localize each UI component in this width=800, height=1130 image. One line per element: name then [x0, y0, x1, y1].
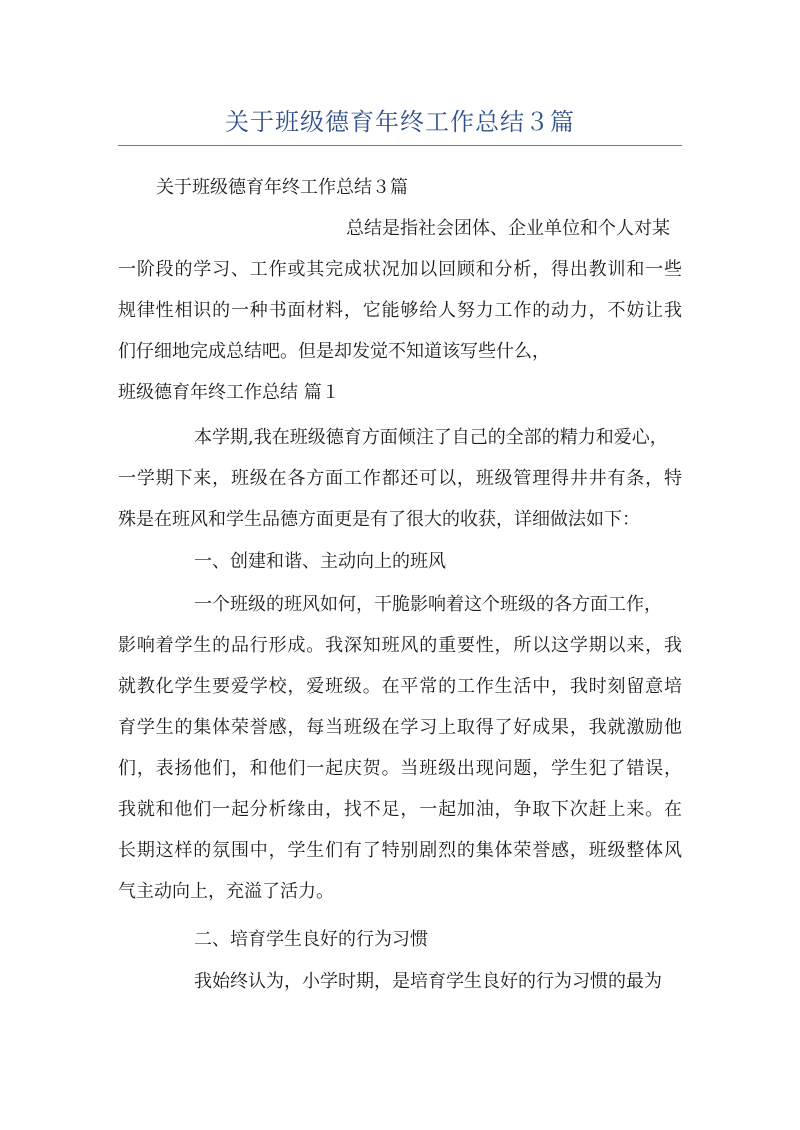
subsection-heading: 二、培育学生良好的行为习惯: [194, 929, 428, 950]
paragraph-line: 我始终认为，小学时期，是培育学生良好的行为习惯的最为: [194, 971, 662, 992]
subsection-heading: 一、创建和谐、主动向上的班风: [194, 551, 446, 572]
paragraph-line: 长期这样的氛围中，学生们有了特别剧烈的集体荣誉感，班级整体风: [118, 840, 682, 861]
paragraph-line: 一阶段的学习、工作或其完成状况加以回顾和分析，得出教训和一些: [118, 259, 682, 280]
paragraph-line: 育学生的集体荣誉感，每当班级在学习上取得了好成果，我就激励他: [118, 717, 682, 738]
paragraph-line: 一个班级的班风如何，干脆影响着这个班级的各方面工作，: [194, 594, 662, 615]
paragraph-line: 们，表扬他们，和他们一起庆贺。当班级出现问题，学生犯了错误，: [118, 758, 682, 779]
paragraph-line: 一学期下来，班级在各方面工作都还可以，班级管理得井井有条，特: [118, 468, 682, 489]
paragraph-line: 气主动向上，充溢了活力。: [118, 881, 334, 902]
paragraph-line: 我就和他们一起分析缘由，找不足，一起加油，争取下次赶上来。在: [118, 799, 682, 820]
subtitle-line: 关于班级德育年终工作总结３篇: [156, 177, 408, 198]
document-title: 关于班级德育年终工作总结３篇: [225, 108, 575, 136]
paragraph-line: 们仔细地完成总结吧。但是却发觉不知道该写些什么，: [118, 341, 550, 362]
paragraph-line: 本学期,我在班级德育方面倾注了自己的全部的精力和爱心，: [194, 427, 668, 448]
paragraph-line: 殊是在班风和学生品德方面更是有了很大的收获，详细做法如下：: [118, 509, 640, 530]
paragraph-line: 规律性相识的一种书面材料，它能够给人努力工作的动力，不妨让我: [118, 300, 682, 321]
paragraph-line: 影响着学生的品行形成。我深知班风的重要性，所以这学期以来，我: [118, 635, 682, 656]
paragraph-line: 总结是指社会团体、企业单位和个人对某: [346, 218, 670, 239]
title-underline: [118, 145, 682, 146]
paragraph-line: 就教化学生要爱学校，爱班级。在平常的工作生活中，我时刻留意培: [118, 676, 682, 697]
section-heading: 班级德育年终工作总结 篇１: [118, 382, 340, 403]
